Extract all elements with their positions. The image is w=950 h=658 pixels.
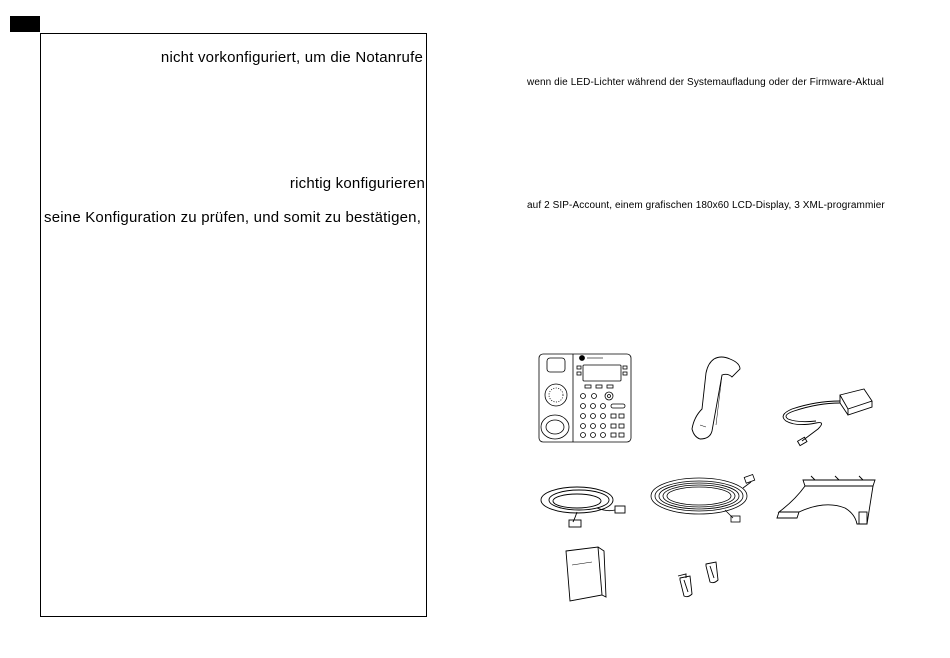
quick-start-guide-icon — [562, 545, 608, 603]
left-text-box — [40, 33, 427, 617]
coiled-handset-cord-icon — [645, 472, 757, 530]
phone-stand-icon — [775, 472, 879, 528]
left-line-notanrufe: nicht vorkonfiguriert, um die Notanrufe — [160, 49, 423, 66]
left-line-konfigurieren: richtig konfigurieren — [289, 175, 425, 192]
ethernet-cable-icon — [537, 478, 629, 530]
page-corner-tab — [10, 16, 40, 32]
left-line-pruefen: seine Konfiguration zu prüfen, und somit zu bestätigen, — [44, 209, 422, 226]
right-line-sip: auf 2 SIP-Account, einem grafischen 180x60 LCD-Display, 3 XML-programmier — [527, 200, 885, 211]
power-adapter-icon — [776, 385, 876, 447]
ip-phone-icon — [537, 352, 633, 444]
wall-mount-plugs-icon — [674, 560, 724, 602]
right-line-led: wenn die LED-Lichter während der Systemaufladung oder der Firmware-Aktual — [527, 77, 884, 88]
handset-icon — [676, 355, 746, 441]
